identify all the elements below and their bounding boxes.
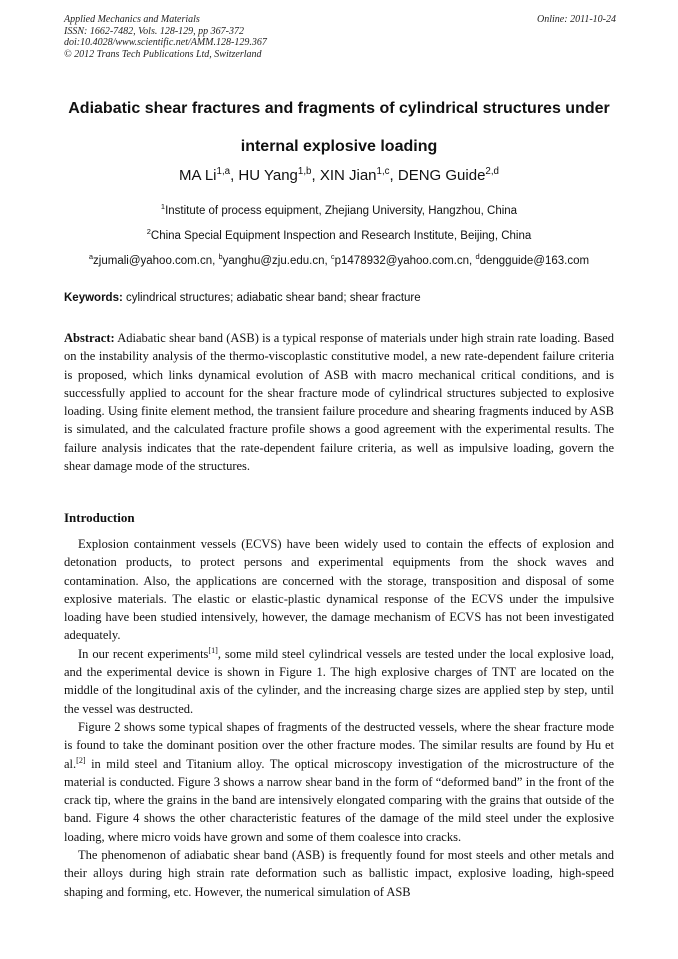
paragraph-text: Figure 2 shows some typical shapes of fragments of the destructed vessels, where the shear fracture mode is found to take the dominant position over the other fracture modes. The similar results are found by Hu et al. xyxy=(64,719,614,771)
email-address: p1478932@yahoo.com.cn, xyxy=(334,255,476,267)
author-affiliation-mark: 1,b xyxy=(297,166,312,177)
abstract-text: Adiabatic shear band (ASB) is a typical response of materials under high strain rate loading. Based on the instability analysis of the thermo-viscoplastic constitutive model, a new rate-dependent failure criteria is proposed, which links dynamical evolution of ASB with macro mechanical critical conditions, and is successfully applied to account for the shear fracture mode of cylindrical structures subjected to explosive loading. Using finite element method, the transient failure procedure and shearing fragments induced by ASB is simulated, and the calculated fracture profile shows a good agreement with the experimental results. The failure analysis indicates that the rate-dependent failure criteria, as well as impulsive loading, govern the shear damage mode of the structures. xyxy=(64,331,614,474)
affiliation-2 xyxy=(30,229,648,243)
email-mark: d xyxy=(475,252,480,262)
author-separator: , xyxy=(230,167,239,184)
affiliation-text: Institute of process equipment, Zhejiang University, Hangzhou, China xyxy=(165,205,518,217)
abstract-label: Abstract: xyxy=(64,331,115,345)
email-list xyxy=(30,254,648,268)
affiliation-mark: 2 xyxy=(146,227,151,237)
author-name: XIN Jian xyxy=(319,167,377,184)
title-line-1: Adiabatic shear fractures and fragments of cylindrical structures under xyxy=(68,100,610,117)
citation-ref: [1] xyxy=(208,645,218,655)
email-mark: b xyxy=(218,252,223,262)
keywords-text: cylindrical structures; adiabatic shear band; shear fracture xyxy=(122,292,421,304)
online-date: Online: 2011-10-24 xyxy=(537,14,616,25)
paragraph xyxy=(64,645,614,718)
email-mark: c xyxy=(330,252,335,262)
paper-title xyxy=(44,90,634,166)
title-line-2: internal explosive loading xyxy=(240,138,438,155)
author-list xyxy=(44,165,634,187)
author-separator: , xyxy=(389,167,398,184)
paragraph xyxy=(64,718,614,846)
keywords-label: Keywords: xyxy=(64,292,123,304)
paragraph-text: in mild steel and Titanium alloy. The optical microscopy investigation of the microstructure of the material is conducted. Figure 3 shows a narrow shear band in the form of “deformed band” in the front of the crack tip, where the grains in the band are intensively elongated comparing with the grains that outside of the band. Figure 4 shows the other characteristic features of the damage of the mild steel under the explosive loading, where micro voids have grown and some of them coalesce into cracks. xyxy=(64,756,614,844)
paragraph: The phenomenon of adiabatic shear band (ASB) is frequently found for most steels and other metals and their alloys during high strain rate deformation such as ballistic impact, explosive loading, high-speed shaping and forming, etc. However, the numerical simulation of ASB xyxy=(64,848,614,899)
email-address: zjumali@yahoo.com.cn, xyxy=(93,255,219,267)
citation-ref: [2] xyxy=(76,755,86,765)
abstract xyxy=(64,329,614,475)
running-header xyxy=(64,14,616,60)
paragraph: Explosion containment vessels (ECVS) have been widely used to contain the effects of explosion and detonation products, to protect persons and experimental equipments from the shock waves and contamination. Also, the applications are concerned with the storage, transposition and disposal of some explosive materials. The elastic or elastic-plastic dynamical response of the ECVS under the impulsive loading have been studied intensively, however, the damage mechanism of ECVS has not been investigated adequately. xyxy=(64,537,614,643)
journal-name: Applied Mechanics and Materials xyxy=(64,14,200,25)
affiliation-text: China Special Equipment Inspection and Research Institute, Beijing, China xyxy=(150,230,532,242)
paragraph-text: , some mild steel cylindrical vessels are tested under the local explosive load, and the experimental device is shown in Figure 1. The high explosive charges of TNT are located on the middle of the longitudinal axis of the cylinder, and the increasing charge sizes are applied step by step, until the vessel was destructed. xyxy=(64,646,614,716)
email-mark: a xyxy=(88,252,94,262)
affiliation-1 xyxy=(30,204,648,218)
email-address: yanghu@zju.edu.cn, xyxy=(222,255,331,267)
copyright-line: © 2012 Trans Tech Publications Ltd, Switzerland xyxy=(64,48,262,60)
introduction-body xyxy=(64,535,614,901)
email-address: dengguide@163.com xyxy=(479,255,590,267)
doi-line: doi:10.4028/www.scientific.net/AMM.128-129.367 xyxy=(64,37,267,48)
author-name: HU Yang xyxy=(238,167,298,184)
author-affiliation-mark: 2,d xyxy=(485,166,499,177)
author-affiliation-mark: 1,c xyxy=(376,166,390,177)
author-affiliation-mark: 1,a xyxy=(216,166,231,177)
issn-line: ISSN: 1662-7482, Vols. 128-129, pp 367-372 xyxy=(64,25,244,37)
author-name: DENG Guide xyxy=(397,167,486,184)
affiliation-mark: 1 xyxy=(160,202,166,212)
paragraph-text: In our recent experiments xyxy=(78,646,209,661)
author-name: MA Li xyxy=(179,167,217,184)
section-heading-introduction: Introduction xyxy=(64,510,135,525)
keywords xyxy=(64,291,421,305)
author-separator: , xyxy=(311,167,320,184)
